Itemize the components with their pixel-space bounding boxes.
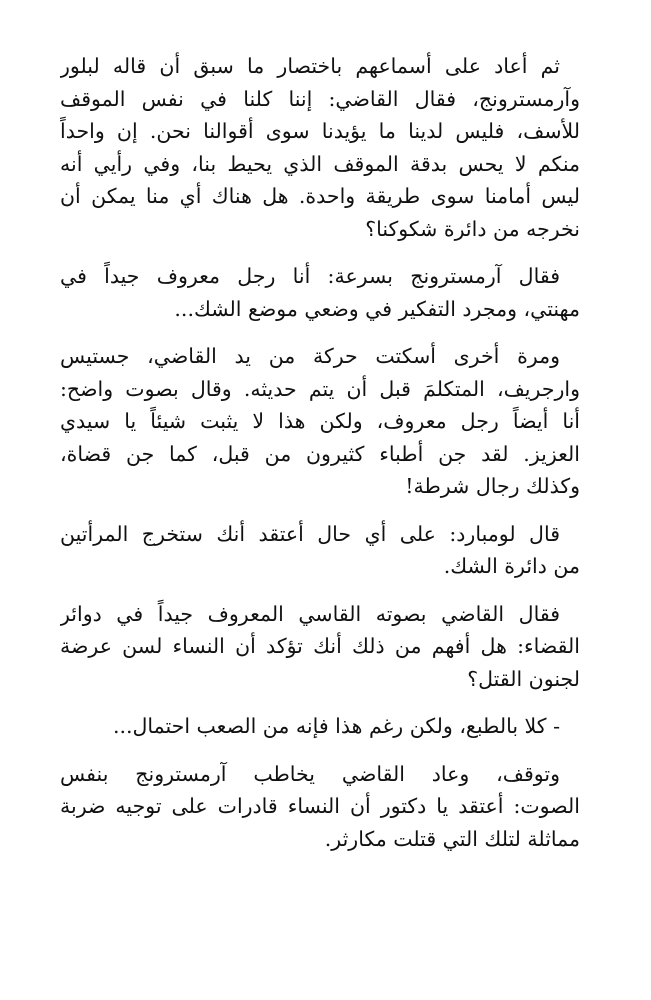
paragraph-2 [60, 260, 580, 325]
text-line: العزيز. لقد جن أطباء كثيرون من قبل، كما جن قضاة، [60, 441, 580, 466]
paragraph-4 [60, 518, 580, 583]
text-line: ليس أمامنا سوى طريقة واحدة. هل هناك أي منا يمكن أن [60, 184, 580, 208]
paragraph-3 [60, 340, 580, 503]
paragraph-5 [60, 598, 580, 696]
text-line: للأسف، فليس لدينا ما يؤيدنا سوى أقوالنا نحن. إن واحداً [60, 119, 580, 143]
paragraph-6 [60, 710, 580, 743]
text-line: نخرجه من دائرة شكوكنا؟ [365, 216, 580, 241]
text-line: وكذلك رجال شرطة! [405, 474, 580, 498]
text-line: وتوقف، وعاد القاضي يخاطب آرمسترونج بنفس [60, 761, 560, 786]
book-page [60, 50, 580, 870]
text-line: - كلا بالطبع، ولكن رغم هذا فإنه من الصعب احتمال... [112, 714, 560, 738]
text-line: من دائرة الشك. [443, 554, 580, 578]
paragraph-1 [60, 50, 580, 245]
text-line: وارجريف، المتكلمَ قبل أن يتم حديثه. وقال بصوت واضح: [60, 376, 580, 401]
text-line: وآرمسترونج، فقال القاضي: إننا كلنا في نفس الموقف [60, 86, 580, 111]
text-line: القضاء: هل أفهم من ذلك أنك تؤكد أن النساء لسن عرضة [60, 634, 580, 658]
text-line: مماثلة لتلك التي قتلت مكارثر. [324, 826, 580, 851]
text-line: قال لومبارد: على أي حال أعتقد أنك ستخرج المرأتين [60, 521, 560, 546]
text-line: منكم لا يحس بدقة الموقف الذي يحيط بنا، وفي رأيي أنه [60, 151, 580, 176]
text-line: أنا أيضاً رجل معروف، ولكن هذا لا يثبت شيئاً يا سيدي [60, 409, 580, 433]
text-line: فقال آرمسترونج بسرعة: أنا رجل معروف جيداً في [60, 264, 560, 288]
text-line: ثم أعاد على أسماعهم باختصار ما سبق أن قاله لبلور [60, 54, 560, 78]
paragraph-7 [60, 758, 580, 856]
text-line: الصوت: أعتقد يا دكتور أن النساء قادرات على توجيه ضربة [60, 794, 580, 818]
text-line: فقال القاضي بصوته القاسي المعروف جيداً في دوائر [60, 601, 560, 626]
text-line: ومرة أخرى أسكتت حركة من يد القاضي، جستيس [60, 344, 560, 368]
text-line: لجنون القتل؟ [467, 666, 580, 691]
text-line: مهنتي، ومجرد التفكير في وضعي موضع الشك... [174, 296, 580, 321]
